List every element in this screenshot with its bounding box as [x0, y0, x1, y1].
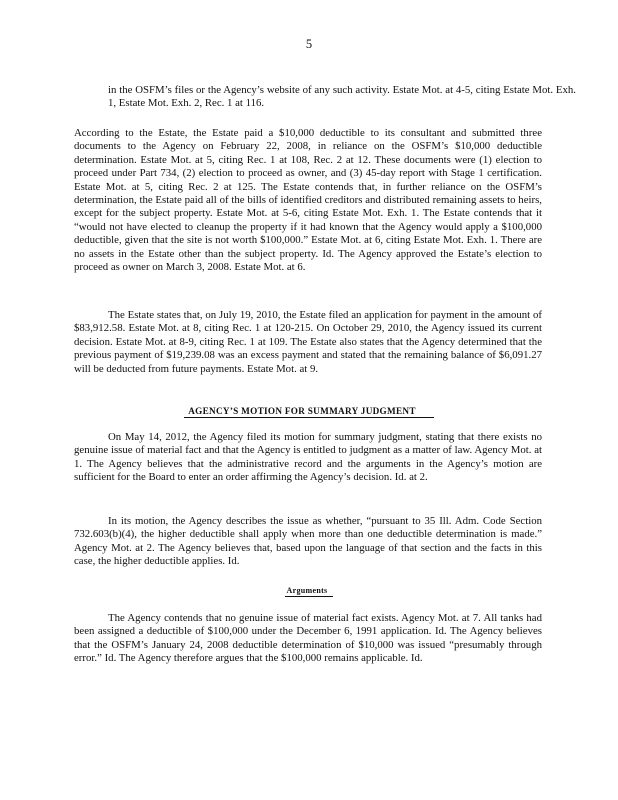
paragraph-estate-deductible	[74, 127, 542, 274]
paragraph-text: in the OSFM’s files or the Agency’s website of any such activity. Estate Mot. at 4-5, citing Estate Mot. Exh. 1, Estate Mot. Exh. 2, Rec. 1 at 116.	[108, 84, 576, 110]
section-heading-arguments	[0, 586, 618, 595]
heading-text: AGENCY’S MOTION FOR SUMMARY JUDGMENT	[184, 406, 434, 418]
continuation-paragraph	[74, 84, 576, 111]
paragraph-agency-issue	[74, 515, 542, 569]
paragraph-agency-arguments	[74, 612, 542, 666]
paragraph-estate-application	[74, 309, 542, 376]
paragraph-text: The Estate states that, on July 19, 2010, the Estate filed an application for payment in the amount of $83,912.58. Estate Mot. at 8, citing Rec. 1 at 120-215. On October 29, 2010, the Agency issued its current decision. Estate Mot. at 8-9, citing Rec. 1 at 109. The Estate also states that the Agency determined that the previous payment of $19,239.08 was an excess payment and stated that the remaining balance of $6,091.27 will be deducted from future payments. Estate Mot. at 9.	[74, 309, 542, 375]
paragraph-text: In its motion, the Agency describes the issue as whether, “pursuant to 35 Ill. Adm. Code Section 732.603(b)(4), the higher deductible shall apply when more than one deductible determination is made.” Agency Mot. at 2. The Agency believes that, based upon the language of that section and the facts in this case, the higher deductible applies. Id.	[74, 515, 542, 568]
paragraph-text: According to the Estate, the Estate paid a $10,000 deductible to its consultant and submitted three documents to the Agency on February 22, 2008, in reliance on the OSFM’s $10,000 deductible determination. Estate Mot. at 5, citing Rec. 1 at 108, Rec. 2 at 12. These documents were (1) election to proceed under Part 734, (2) election to proceed as owner, and (3) 45-day report with Stage 1 certification. Estate Mot. at 5, citing Rec. 2 at 125. The Estate contends that, in further reliance on the OSFM’s determination, the Estate paid all of the bills of identified creditors and distributed remaining assets to heirs, except for the subject property. Estate Mot. at 5-6, citing Estate Mot. Exh. 1. The Estate contends that it “would not have elected to cleanup the property if it had known that the Agency would apply a $100,000 deductible, given that the site is not worth $100,000.” Estate Mot. at 6, citing Estate Mot. Exh. 1. There are no assets in the Estate other than the subject property. Id. The Agency approved the Estate’s election to proceed as owner on March 3, 2008. Estate Mot. at 6.	[74, 127, 542, 274]
paragraph-agency-motion	[74, 431, 542, 485]
paragraph-text: The Agency contends that no genuine issue of material fact exists. Agency Mot. at 7. All tanks had been assigned a deductible of $100,000 under the December 6, 1991 application. Id. The Agency believes that the OSFM’s January 24, 2008 deductible determination of $10,000 was issued “presumably through error.” Id. The Agency therefore argues that the $100,000 remains applicable. Id.	[74, 612, 542, 665]
section-heading-motion	[0, 406, 618, 416]
page-number: 5	[305, 37, 313, 51]
heading-text: Arguments	[285, 586, 334, 597]
paragraph-text: On May 14, 2012, the Agency filed its motion for summary judgment, stating that there exists no genuine issue of material fact and that the Agency is entitled to judgment as a matter of law. Agency Mot. at 1. The Agency believes that the administrative record and the arguments in the Agency’s motion are sufficient for the Board to enter an order affirming the Agency’s decision. Id. at 2.	[74, 431, 542, 484]
